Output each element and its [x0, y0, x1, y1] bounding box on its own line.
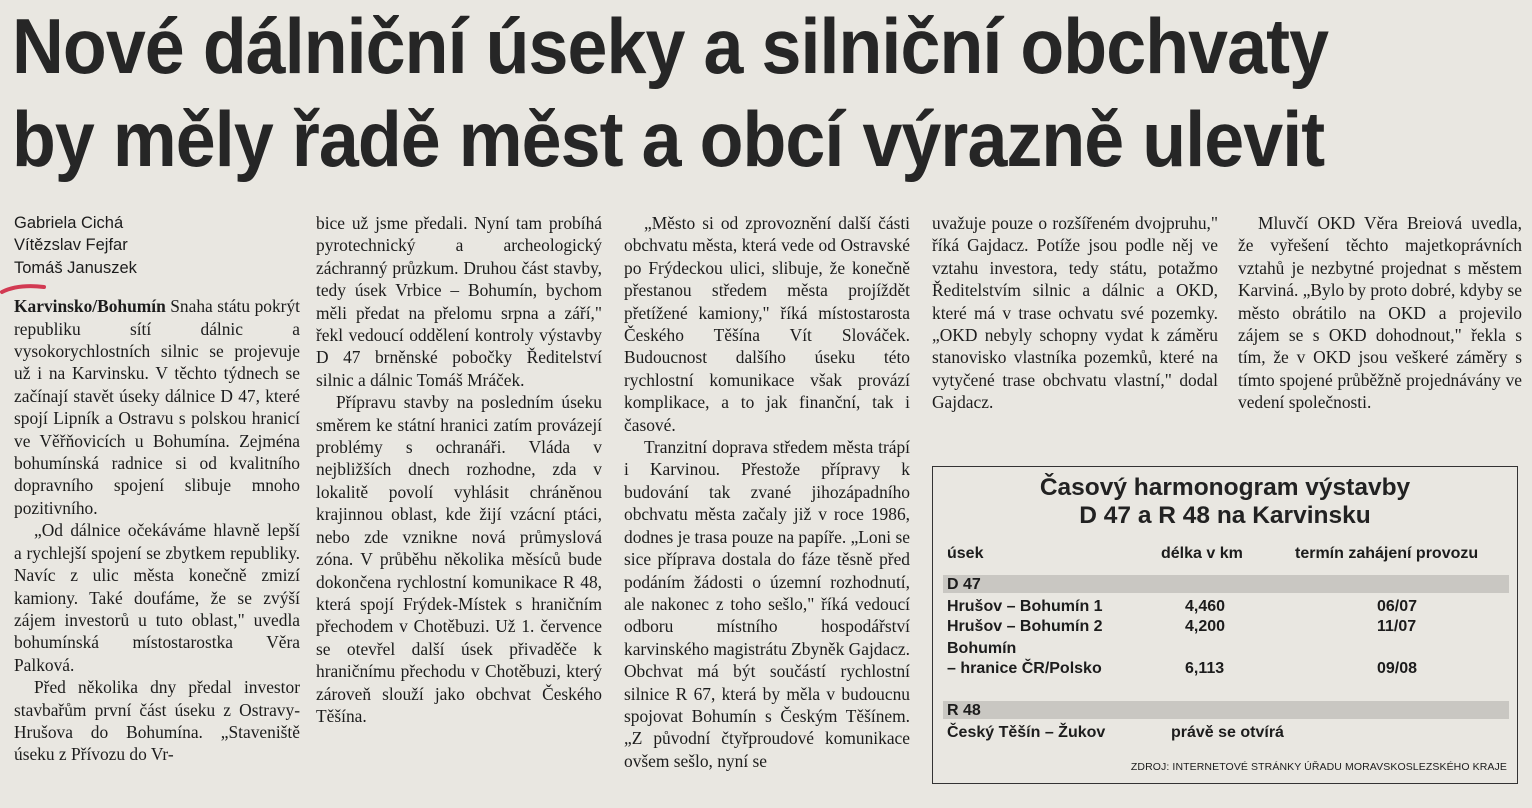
- schedule-box: [932, 466, 1518, 784]
- lead-paragraph: [14, 295, 300, 519]
- author-name: Vítězslav Fejfar: [14, 236, 128, 255]
- row-date: 06/07: [1377, 598, 1418, 615]
- row-section: Český Těšín – Žukov: [947, 724, 1106, 741]
- headline-line-1: Nové dálniční úseky a silniční obchvaty: [12, 2, 1329, 90]
- article-column-5: [1238, 212, 1522, 414]
- row-section-continued: – hranice ČR/Polsko: [947, 660, 1102, 677]
- paragraph: „Od dálnice očekáváme hlavně lepší a rychlejší spojení se zbytkem republiky. Navíc z ulic města konečně zmizí kamiony. Také doufáme, že se zvýší zájem investorů u tuto oblast," uvedla bohumínská místostarostka Věra Palková.: [14, 520, 300, 675]
- source-note: ZDROJ: INTERNETOVÉ STRÁNKY ÚŘADU MORAVSKOSLEZSKÉHO KRAJE: [1130, 761, 1507, 773]
- header-date: termín zahájení provozu: [1295, 545, 1479, 562]
- row-length: 4,460: [1185, 598, 1226, 615]
- box-title-line-1: Časový harmonogram výstavby: [1039, 474, 1411, 501]
- paragraph-text: Snaha státu pokrýt republiku sítí dálnic a vysokorychlostních silnic se projevuje už i na Karvinsku. V těchto týdnech se začínají stavět úseky dálnice D 47, které spojí Lipník a Ostravu s polskou hranicí ve Věřňovicích u Bohumína. Zejména bohumínská radnice si od kvalitního dopravního spojení slibuje mnoho pozitivního.: [14, 296, 300, 518]
- paragraph: Tranzitní doprava středem města trápí i Karvinou. Přestože přípravy k budování tak zvané jihozápadního obchvatu města začaly již v roce 1986, dodnes je trasa pouze na papíře. „Loni se sice příprava dostala do fáze těsně před podáním žádosti o územní rozhodnutí, ale nakonec z toho sešlo," říká vedoucí odboru místního hospodářství karvinského magistrátu Zbyněk Gajdacz. Obchvat má být součástí rychlostní silnice R 67, která by měla v budoucnu spojovat Bohumín s Českým Těšínem. „Z původní čtyřproudové komunikace ovšem sešlo, nyní se: [624, 437, 910, 771]
- header-section: úsek: [947, 545, 984, 562]
- paragraph: Před několika dny předal investor stavbařům první část úseku z Ostravy-Hrušova do Bohumína. „Staveniště úseku z Přívozu do Vr-: [14, 677, 300, 765]
- section-label-d47: D 47: [943, 575, 1509, 593]
- dateline: Karvinsko/Bohumín: [14, 296, 166, 317]
- row-length: 6,113: [1185, 660, 1225, 677]
- row-section: Hrušov – Bohumín 2: [947, 618, 1103, 635]
- author-list: [14, 212, 300, 279]
- row-section: Bohumín: [947, 640, 1017, 657]
- headline: [12, 0, 1401, 186]
- paragraph: uvažuje pouze o rozšířeném dvojpruhu," říká Gajdacz. Potíže jsou podle něj ve vztahu investora, tedy státu, potažmo Ředitelstvím silnic a dálnic a OKD, které má v trase ochvatu své pozemky. „OKD nebyly schopny vydat k záměru stanovisko vlastníka pozemků, které na vytyčené trase obchvatu vlastní," dodal Gajdacz.: [932, 213, 1218, 413]
- author-name: Gabriela Cichá: [14, 214, 124, 232]
- article-column-2: [316, 212, 602, 727]
- table-header: [933, 545, 1517, 569]
- author-name: Tomáš Januszek: [14, 258, 137, 277]
- header-length: délka v km: [1161, 545, 1243, 562]
- row-date: 11/07: [1377, 618, 1417, 635]
- headline-line-2: by měly řadě měst a obcí výrazně ulevit: [12, 95, 1325, 183]
- section-label-r48: R 48: [943, 701, 1509, 719]
- box-title: [933, 474, 1517, 530]
- article-column-1: [14, 212, 300, 766]
- paragraph: Přípravu stavby na posledním úseku směrem ke státní hranici zatím provázejí problémy s ochranáři. Vláda v nejbližších dnech rozhodne, zda v lokalitě povolí vyhlásit chráněnou krajinnou oblast, kde žijí vzácní ptáci, nebo zde vznikne nová průmyslová zóna. V průběhu několika měsíců bude dokončena rychlostní komunikace R 48, která spojí Frýdek-Místek s hraničním přechodem v Chotěbuzi. Už 1. července se otevřel další úsek přivaděče k hraničnímu přechodu v Chotěbuzi, který zároveň slouží jako obchvat Českého Těšína.: [316, 392, 602, 726]
- row-section: Hrušov – Bohumín 1: [947, 598, 1103, 615]
- row-status: právě se otvírá: [1171, 724, 1284, 741]
- box-title-line-2: D 47 a R 48 na Karvinsku: [1079, 502, 1371, 529]
- article-column-4: [932, 212, 1218, 414]
- row-date: 09/08: [1377, 660, 1418, 677]
- paragraph: „Město si od zprovoznění další části obchvatu města, která vede od Ostravské po Frýdeckou ulici, slibuje, že konečně přestanou středem města projíždět přetížené kamiony," říká místostarosta Českého Těšína Vít Slováček. Budoucnost dalšího úseku této rychlostní komunikace však provází komplikace, a to jak finanční, tak i časové.: [624, 213, 910, 435]
- paragraph: bice už jsme předali. Nyní tam probíhá pyrotechnický a archeologický záchranný průzkum. Druhou část stavby, tedy úsek Vrbice – Bohumín, bychom měli předat na přelomu srpna a září," řekl vedoucí oddělení kontroly výstavby D 47 brněnské pobočky Ředitelství silnic a dálnic Tomáš Mráček.: [316, 213, 602, 390]
- row-length: 4,200: [1185, 618, 1226, 635]
- article-column-3: [624, 212, 910, 772]
- paragraph: Mluvčí OKD Věra Breiová uvedla, že vyřešení těchto majetkoprávních vztahů je nezbytné projednat s městem Karviná. „Bylo by proto dobré, kdyby se město obrátilo na OKD a projevilo zájem se s OKD dohodnout," řekla s tím, že v OKD jsou veškeré záměry s tímto spojené průběžně projednávány ve vedení společnosti.: [1238, 213, 1522, 413]
